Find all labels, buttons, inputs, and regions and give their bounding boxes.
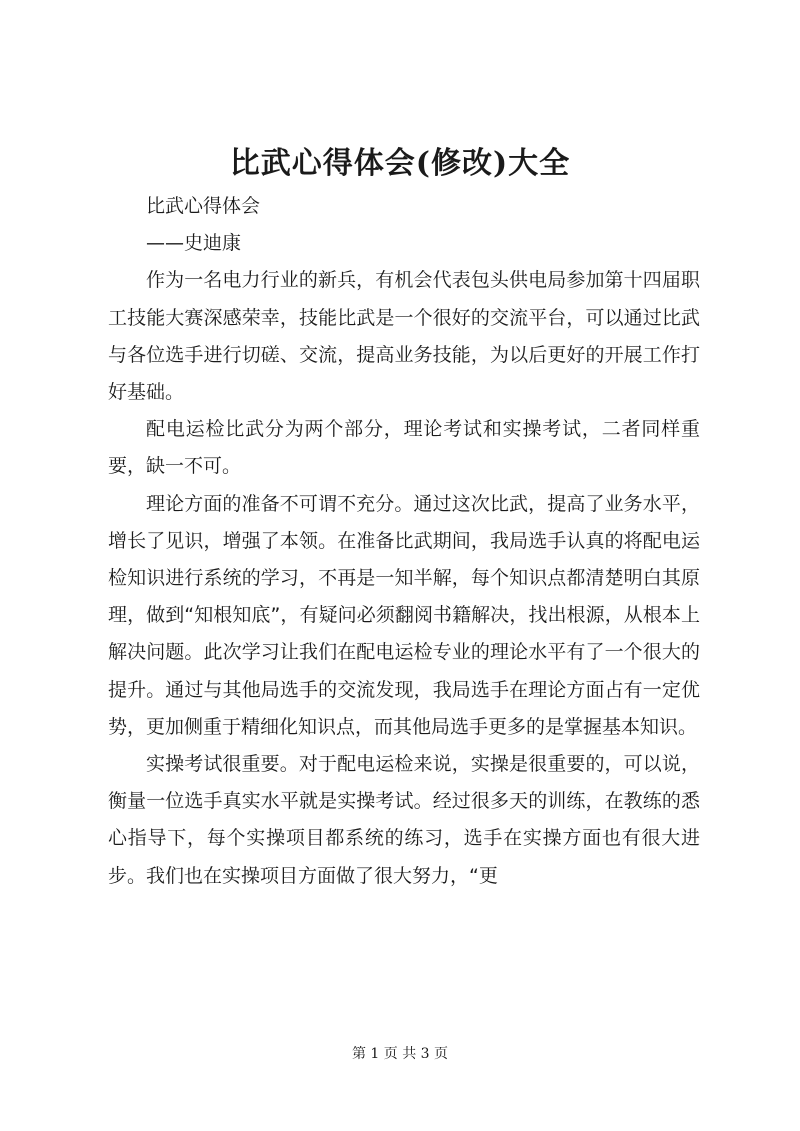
page-title: 比武心得体会(修改)大全: [229, 146, 571, 181]
paragraph: 理论方面的准备不可谓不充分。通过这次比武，提高了业务水平，增长了见识，增强了本领。在准备比武期间，我局选手认真的将配电运检知识进行系统的学习，不再是一知半解，每个知识点都清楚明白其原理，做到“知根知底”，有疑问必须翻阅书籍解决，找出根源，从根本上解决问题。此次学习让我们在配电运检专业的理论水平有了一个很大的提升。通过与其他局选手的交流发现，我局选手在理论方面占有一定优势，更加侧重于精细化知识点，而其他局选手更多的是掌握基本知识。: [108, 492, 700, 738]
page-footer: 第 1 页 共 3 页: [351, 1046, 449, 1062]
author-line: ——史迪康: [146, 232, 242, 255]
paragraph: 配电运检比武分为两个部分，理论考试和实操考试，二者同样重要，缺一不可。: [108, 418, 700, 478]
paragraph: 实操考试很重要。对于配电运检来说，实操是很重要的，可以说，衡量一位选手真实水平就是实操考试。经过很多天的训练，在教练的悉心指导下，每个实操项目都系统的练习，选手在实操方面也有很大进步。我们也在实操项目方面做了很大努力，“更: [108, 753, 700, 887]
paragraph: 作为一名电力行业的新兵，有机会代表包头供电局参加第十四届职工技能大赛深感荣幸，技能比武是一个很好的交流平台，可以通过比武与各位选手进行切磋、交流，提高业务技能，为以后更好的开展工作打好基础。: [108, 269, 700, 404]
subtitle: 比武心得体会: [146, 195, 261, 217]
document-body: [108, 188, 700, 895]
